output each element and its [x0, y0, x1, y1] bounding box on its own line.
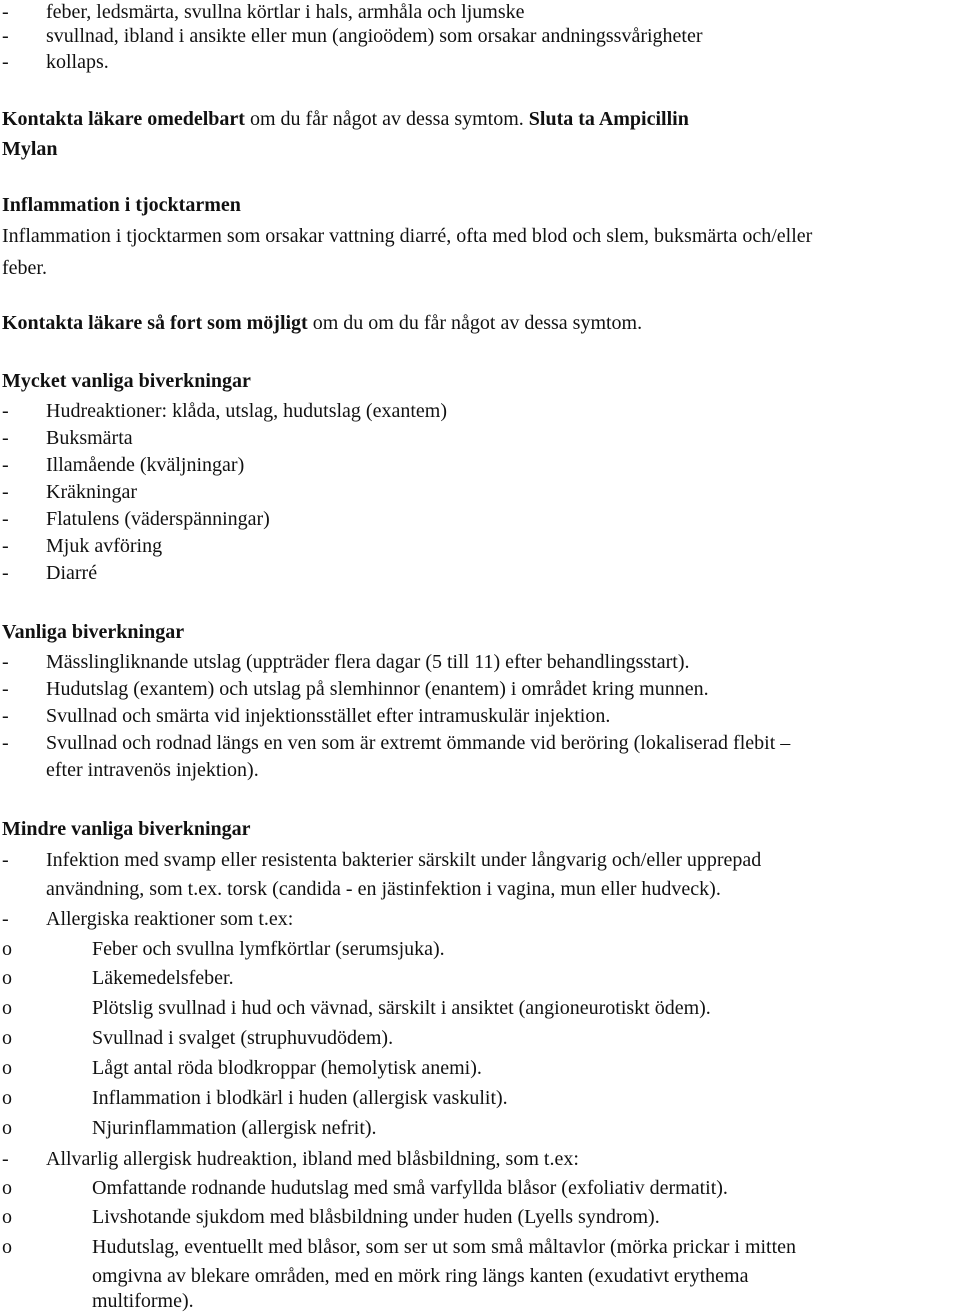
section-heading: Mycket vanliga biverkningar — [2, 370, 251, 392]
contact-emphasis: Kontakta läkare omedelbart — [2, 108, 245, 130]
list-item-text: Mjuk avföring — [46, 535, 163, 557]
dash-bullet: - — [2, 651, 9, 673]
sub-list-item-text: Livshotande sjukdom med blåsbildning under huden (Lyells syndrom). — [92, 1206, 660, 1228]
list-item-text: Buksmärta — [46, 427, 133, 449]
sub-list-item-text: Omfattande rodnande hudutslag med små varfyllda blåsor (exfoliativ dermatit). — [92, 1177, 728, 1199]
list-item-text: Svullnad och smärta vid injektionsstället efter intramuskulär injektion. — [46, 705, 611, 727]
circle-bullet: o — [2, 1057, 12, 1079]
dash-bullet: - — [2, 849, 9, 871]
contact-emphasis: Kontakta läkare så fort som möjligt — [2, 312, 308, 334]
sub-list-item-text: multiforme). — [92, 1290, 194, 1312]
circle-bullet: o — [2, 1236, 12, 1258]
dash-bullet: - — [2, 481, 9, 503]
dash-bullet: - — [2, 1, 9, 23]
stop-instruction-cont: Mylan — [2, 138, 58, 160]
sub-list-item-text: Hudutslag, eventuellt med blåsor, som ser ut som små måltavlor (mörka prickar i mitten — [92, 1236, 797, 1258]
section-heading: Inflammation i tjocktarmen — [2, 194, 241, 216]
contact-paragraph — [2, 311, 642, 335]
sub-list-item-text: omgivna av blekare områden, med en mörk ring längs kanten (exudativt erythema — [92, 1265, 749, 1287]
list-item-text: Allergiska reaktioner som t.ex: — [46, 908, 294, 930]
list-item-text: Diarré — [46, 562, 98, 584]
stop-instruction: Sluta ta Ampicillin — [528, 108, 689, 130]
dash-bullet: - — [2, 678, 9, 700]
list-item-text: Allvarlig allergisk hudreaktion, ibland med blåsbildning, som t.ex: — [46, 1148, 579, 1170]
sub-list-item-text: Feber och svullna lymfkörtlar (serumsjuka). — [92, 938, 445, 960]
list-item-text: svullnad, ibland i ansikte eller mun (angioödem) som orsakar andningssvårigheter — [46, 25, 703, 47]
circle-bullet: o — [2, 1027, 12, 1049]
circle-bullet: o — [2, 967, 12, 989]
sub-list-item-text: Njurinflammation (allergisk nefrit). — [92, 1117, 377, 1139]
circle-bullet: o — [2, 1087, 12, 1109]
dash-bullet: - — [2, 732, 9, 754]
section-heading: Vanliga biverkningar — [2, 621, 185, 643]
circle-bullet: o — [2, 1117, 12, 1139]
list-item-text: Infektion med svamp eller resistenta bakterier särskilt under långvarig och/eller upprepad — [46, 849, 762, 871]
list-item-text: Svullnad och rodnad längs en ven som är extremt ömmande vid beröring (lokaliserad flebit – — [46, 732, 791, 754]
dash-bullet: - — [2, 705, 9, 727]
dash-bullet: - — [2, 562, 9, 584]
list-item-text: Illamående (kväljningar) — [46, 454, 245, 476]
list-item-text: Hudutslag (exantem) och utslag på slemhinnor (enantem) i området kring munnen. — [46, 678, 709, 700]
paragraph-line: feber. — [2, 257, 47, 279]
circle-bullet: o — [2, 1177, 12, 1199]
paragraph-line: Inflammation i tjocktarmen som orsakar vattning diarré, ofta med blod och slem, buksmärta och/eller — [2, 225, 813, 247]
circle-bullet: o — [2, 1206, 12, 1228]
circle-bullet: o — [2, 997, 12, 1019]
dash-bullet: - — [2, 427, 9, 449]
contact-text: om du om du får något av dessa symtom. — [307, 312, 643, 334]
contact-paragraph — [2, 107, 689, 131]
list-item-text: Kräkningar — [46, 481, 138, 503]
list-item-text: användning, som t.ex. torsk (candida - en jästinfektion i vagina, mun eller hudveck). — [46, 878, 721, 900]
sub-list-item-text: Läkemedelsfeber. — [92, 967, 234, 989]
list-item-text: Hudreaktioner: klåda, utslag, hudutslag (exantem) — [46, 400, 447, 422]
contact-text: om du får något av dessa symtom. — [244, 108, 529, 130]
dash-bullet: - — [2, 51, 9, 73]
dash-bullet: - — [2, 454, 9, 476]
circle-bullet: o — [2, 938, 12, 960]
list-item-text: kollaps. — [46, 51, 109, 73]
dash-bullet: - — [2, 1148, 9, 1170]
dash-bullet: - — [2, 25, 9, 47]
list-item-text: Mässlingliknande utslag (uppträder flera dagar (5 till 11) efter behandlingsstart). — [46, 651, 690, 673]
sub-list-item-text: Plötslig svullnad i hud och vävnad, särskilt i ansiktet (angioneurotiskt ödem). — [92, 997, 711, 1019]
dash-bullet: - — [2, 400, 9, 422]
sub-list-item-text: Lågt antal röda blodkroppar (hemolytisk anemi). — [92, 1057, 482, 1079]
dash-bullet: - — [2, 908, 9, 930]
list-item-text: Flatulens (väderspänningar) — [46, 508, 270, 530]
section-heading: Mindre vanliga biverkningar — [2, 818, 251, 840]
dash-bullet: - — [2, 508, 9, 530]
list-item-text: feber, ledsmärta, svullna körtlar i hals, armhåla och ljumske — [46, 1, 525, 23]
sub-list-item-text: Svullnad i svalget (struphuvudödem). — [92, 1027, 394, 1049]
list-item-text: efter intravenös injektion). — [46, 759, 259, 781]
sub-list-item-text: Inflammation i blodkärl i huden (allergisk vaskulit). — [92, 1087, 508, 1109]
dash-bullet: - — [2, 535, 9, 557]
